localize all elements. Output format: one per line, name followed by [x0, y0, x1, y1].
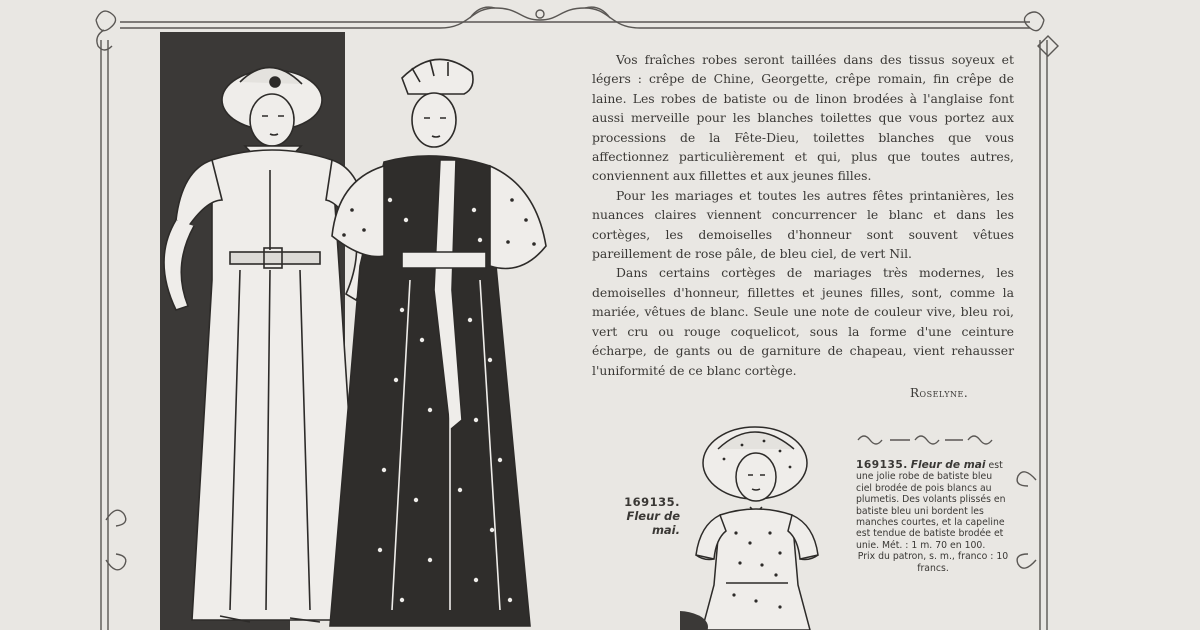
author-signature: Roselyne.	[910, 386, 969, 400]
pattern-name: Fleur de mai.	[626, 509, 680, 537]
article-paragraph: Vos fraîches robes seront taillées dans des tissus soyeux et légers : crêpe de Chine, Georgette, crêpe romain, fin crêpe de laine. Les robes de batiste ou de linon brodées à l'anglaise font aussi merveille pour les blanches toilettes que vous portez aux processions de la Fête-Dieu, toilettes blanches que vous affectionnez particulièrement et qui, plus que toutes autres, conviennent aux fillettes et aux jeunes filles.	[592, 52, 1014, 184]
figure-polka-dot-dress	[330, 59, 546, 626]
pattern-description: est une jolie robe de batiste bleu ciel brodée de pois blancs au plumetis. Des volants plissés en batiste bleu uni bordent les manches courtes, et la capeline est tendue de batiste brodée et unie. Mét. : 1 m. 70 en 100.	[856, 460, 1006, 551]
girl-illustration	[680, 415, 830, 630]
fashion-illustration	[140, 20, 590, 630]
pattern-price: Prix du patron, s. m., franco : 10 francs.	[857, 551, 1009, 574]
pattern-number: 169135.	[856, 459, 908, 471]
pattern-caption-short	[598, 495, 680, 537]
article-paragraph: Dans certains cortèges de mariages très modernes, les demoiselles d'honneur, fillettes et jeunes filles, sont, comme la mariée, vêtues de blanc. Seule une note de couleur vive, bleu roi, vert cru ou rouge coquelicot, sous la forme d'une ceinture écharpe, de gants ou de garniture de chapeau, vient rehausser l'uniformité de ce blanc cortège.	[592, 265, 1014, 378]
pattern-caption-detail	[856, 460, 1010, 574]
article-body	[592, 50, 1014, 380]
article-paragraph: Pour les mariages et toutes les autres fêtes printanières, les nuances claires viennent concurrencer le blanc et dans les cortèges, les demoiselles d'honneur sont souvent vêtues pareillement de rose pâle, de bleu ciel, de vert Nil.	[592, 187, 1014, 262]
pattern-number: 169135.	[624, 495, 680, 509]
pattern-name: Fleur de mai	[910, 459, 986, 471]
